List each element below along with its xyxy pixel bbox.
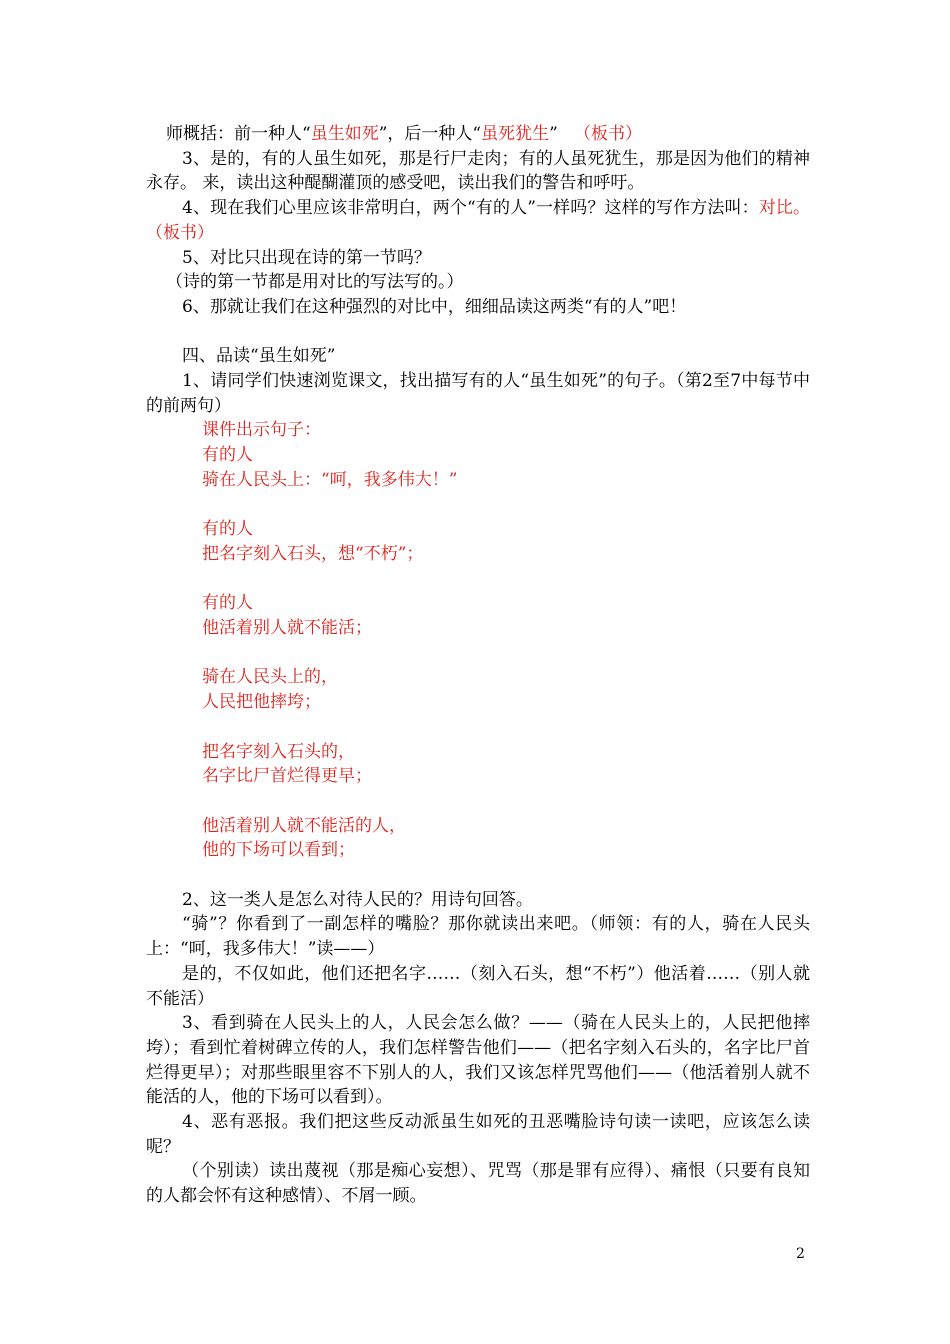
poem-line: 人民把他摔垮； [202, 692, 321, 713]
term-alive-as-dead: 虽生如死 [310, 124, 379, 144]
poem-line: 他活着别人就不能活的人， [202, 815, 406, 836]
paragraph-7: 1、请同学们快速浏览课文，找出描写有的人“虽生如死”的句子。（第2至7中每节中的前两句） [146, 371, 810, 416]
poem-line: 名字比尸首烂得更早； [202, 766, 372, 787]
poem-line: 骑在人民头上的， [202, 667, 338, 688]
paragraph-3: 3、是的，有的人虽生如死，那是行尸走肉；有的人虽死犹生，那是因为他们的精神永存。 来，读出这种醍醐灌顶的感受吧，读出我们的警告和呼吁。 [146, 148, 810, 194]
poem-line: 有的人 [202, 593, 253, 614]
summary-paragraph [146, 122, 810, 147]
poem-line: 把名字刻入石头，想“不朽”； [202, 543, 424, 564]
paragraph-5-answer: （诗的第一节都是用对比的写法写的。） [166, 272, 464, 293]
poem-excerpt [146, 418, 810, 863]
summary-suffix: ” [549, 124, 558, 144]
paragraph-8: 2、这一类人是怎么对待人民的？用诗句回答。 [182, 889, 533, 910]
term-dead-as-alive: 虽死犹生 [481, 124, 550, 144]
stanza-gap [202, 789, 810, 814]
poem-line: 有的人 [202, 519, 253, 540]
page-content [146, 122, 810, 1209]
paragraph-12: 4、恶有恶报。我们把这些反动派虽生如死的丑恶嘴脸诗句读一读吧，应该怎么读呢？ [146, 1112, 810, 1157]
poem-line: 他的下场可以看到； [202, 840, 355, 861]
stanza-gap [202, 641, 810, 666]
spacer [146, 863, 810, 888]
paragraph-11: 3、看到骑在人民头上的人，人民会怎么做？——（骑在人民头上的，人民把他摔垮）；看到忙着树碑立传的人，我们怎样警告他们——（把名字刻入石头的，名字比尸首烂得更早）；对那些眼里容不下别人的人，我们又该怎样咒骂他们——（他活着别人就不能活的人，他的下场可以看到）。 [146, 1013, 810, 1108]
stanza-gap [202, 567, 810, 592]
poem-line: 他活着别人就不能活； [202, 618, 372, 639]
summary-mid: ”，后一种人“ [378, 124, 482, 144]
stanza-gap [202, 715, 810, 740]
poem-intro: 课件出示句子： [202, 420, 321, 441]
paragraph-4-text: 4、现在我们心里应该非常明白，两个“有的人”一样吗？这样的写作方法叫： [182, 198, 759, 219]
paragraph-4 [146, 196, 810, 245]
section-title: 四、品读“虽生如死” [182, 346, 336, 367]
paragraph-9: “骑”？你看到了一副怎样的嘴脸？那你就读出来吧。（师领：有的人，骑在人民头上：“呵，我多伟大！”读——） [146, 914, 810, 960]
poem-line: 有的人 [202, 445, 253, 466]
poem-line: 把名字刻入石头的， [202, 741, 355, 762]
paragraph-5: 5、对比只出现在诗的第一节吗？ [182, 247, 431, 268]
paragraph-13: （个别读）读出蔑视（那是痴心妄想）、咒骂（那是罪有应得）、痛恨（只要有良知的人都会怀有这种感情）、不屑一顾。 [146, 1161, 810, 1207]
stanza-gap [202, 493, 810, 518]
spacer [146, 320, 810, 345]
paragraph-6: 6、那就让我们在这种强烈的对比中，细细品读这两类“有的人”吧！ [182, 296, 687, 317]
poem-line: 骑在人民头上：“呵，我多伟大！” [202, 469, 458, 490]
blackboard-note: （板书） [574, 124, 643, 144]
summary-prefix: 师概括：前一种人“ [166, 124, 311, 144]
contrast-note: 对比。（板书） [146, 198, 810, 243]
page-number: 2 [796, 1246, 805, 1262]
paragraph-10: 是的，不仅如此，他们还把名字……（刻入石头，想“不朽”）他活着……（别人就不能活） [146, 963, 810, 1009]
